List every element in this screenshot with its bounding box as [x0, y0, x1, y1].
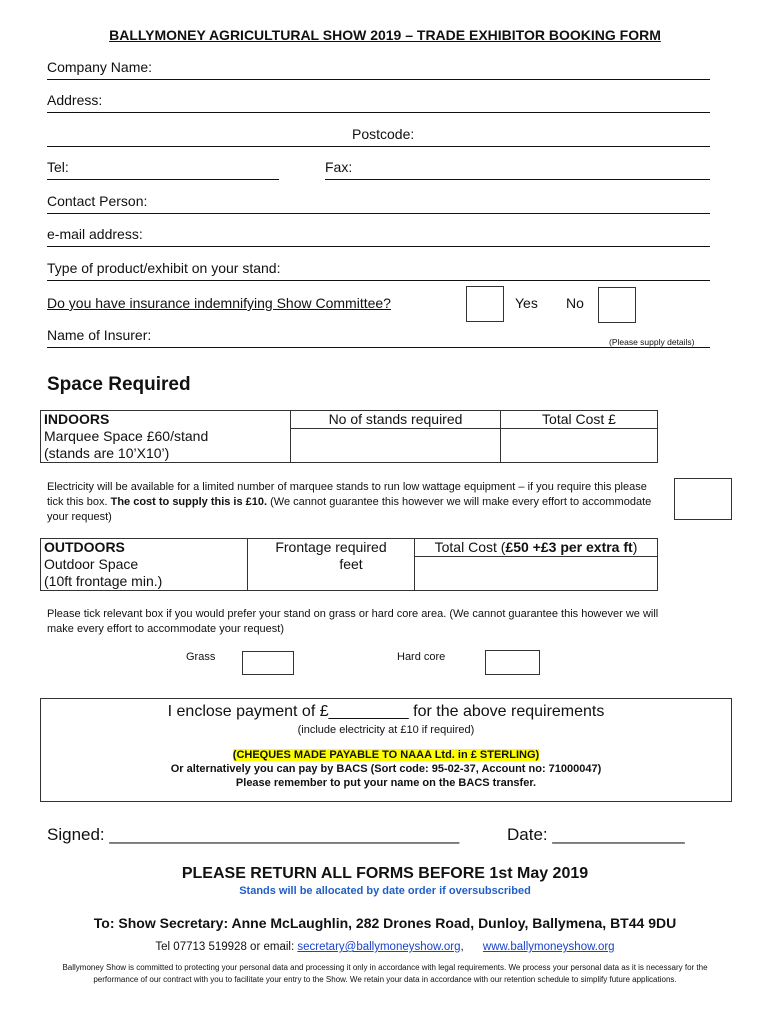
- tel-field[interactable]: [47, 157, 279, 180]
- electricity-text: Electricity will be available for a limited number of marquee stands to run low wattage equipment – if you require this please tick this box.: [47, 481, 647, 508]
- frontage-label: Frontage required: [275, 539, 387, 555]
- secretary-email-link[interactable]: secretary@ballymoneyshow.org: [297, 941, 461, 953]
- company-name-field[interactable]: [47, 57, 710, 80]
- surface-paragraph: Please tick relevant box if you would prefer your stand on grass or hard core area. (We cannot guarantee this however we will make every effort to accommodate your request): [47, 608, 659, 635]
- outdoors-total-cell[interactable]: [415, 539, 658, 591]
- outdoors-total-prefix: Total Cost (: [434, 539, 506, 555]
- secretary-address: To: Show Secretary: Anne McLaughlin, 282 Drones Road, Dunloy, Ballymena, BT44 9DU: [93, 915, 677, 931]
- electricity-checkbox[interactable]: [674, 478, 732, 520]
- indoors-header: INDOORS: [44, 411, 110, 427]
- grass-label: Grass: [186, 651, 216, 663]
- website-link[interactable]: www.ballymoneyshow.org: [482, 941, 615, 953]
- email-field[interactable]: [47, 224, 710, 247]
- contact-comma: ,: [460, 941, 464, 953]
- insurance-no-checkbox[interactable]: [598, 287, 636, 323]
- contact-person-label: Contact Person:: [47, 193, 148, 209]
- form-title: BALLYMONEY AGRICULTURAL SHOW 2019 – TRADE EXHIBITOR BOOKING FORM: [109, 27, 661, 43]
- signed-line[interactable]: Signed: _____________________________________: [47, 825, 460, 844]
- indoors-table: [40, 410, 658, 463]
- electricity-paragraph: [47, 480, 652, 525]
- date-line[interactable]: Date: ______________: [507, 825, 685, 844]
- fax-field[interactable]: [325, 157, 710, 180]
- address-field[interactable]: [47, 90, 710, 113]
- electricity-cost: The cost to supply this is £10.: [110, 496, 268, 508]
- indoors-total-label: Total Cost £: [542, 411, 616, 427]
- bacs-details: Or alternatively you can pay by BACS (Sort code: 95-02-37, Account no: 71000047): [170, 763, 602, 775]
- frontage-cell[interactable]: [248, 539, 415, 591]
- tel-email-label: Tel 07713 519928 or email:: [155, 941, 295, 953]
- indoors-line1: Marquee Space £60/stand: [44, 428, 209, 444]
- address-label: Address:: [47, 92, 103, 108]
- outdoors-total-suffix: ): [632, 539, 638, 555]
- outdoors-total-label: [418, 539, 654, 556]
- indoors-line2: (stands are 10’X10’): [44, 445, 170, 461]
- bacs-name-note: Please remember to put your name on the BACS transfer.: [235, 777, 537, 789]
- outdoors-table: [40, 538, 658, 591]
- feet-label: feet: [339, 556, 363, 572]
- stands-required-label: No of stands required: [328, 411, 463, 427]
- payment-box: [40, 698, 732, 802]
- insurer-label: Name of Insurer:: [47, 327, 152, 343]
- product-type-field[interactable]: [47, 258, 710, 281]
- space-required-heading: Space Required: [47, 374, 191, 395]
- return-heading: PLEASE RETURN ALL FORMS BEFORE 1st May 2019: [181, 865, 589, 882]
- allocation-note: Stands will be allocated by date order if oversubscribed: [239, 885, 531, 897]
- hard-core-checkbox[interactable]: [485, 650, 540, 675]
- insurance-question: Do you have insurance indemnifying Show Committee?: [47, 295, 391, 311]
- yes-label: Yes: [515, 295, 538, 311]
- contact-line: [0, 939, 770, 955]
- supply-details-note: (Please supply details): [609, 337, 695, 347]
- indoors-desc-cell: [41, 411, 291, 463]
- email-label: e-mail address:: [47, 226, 143, 242]
- product-type-label: Type of product/exhibit on your stand:: [47, 260, 281, 276]
- electricity-tail: (We cannot guarantee this however we will make every effort to accommodate your request): [47, 496, 652, 523]
- indoors-total-cell[interactable]: [501, 411, 658, 463]
- fax-label: Fax:: [325, 159, 353, 175]
- grass-checkbox[interactable]: [242, 651, 294, 675]
- no-label: No: [566, 295, 584, 311]
- privacy-notice: Ballymoney Show is committed to protecting your personal data and processing it only in accordance with legal requirements. We process your personal data as it is necessary for the performance of our contract with you to facilitate your entry to the Show. We retain your data in accordance with our retention schedule to simplify future applications.: [62, 963, 708, 984]
- contact-person-field[interactable]: [47, 191, 710, 214]
- outdoors-desc-cell: [41, 539, 248, 591]
- company-name-label: Company Name:: [47, 59, 153, 75]
- postcode-label: Postcode:: [352, 126, 415, 142]
- outdoors-header: OUTDOORS: [44, 539, 125, 555]
- enclose-payment: I enclose payment of £_________ for the above requirements: [167, 703, 605, 720]
- cheques-highlight: (CHEQUES MADE PAYABLE TO NAAA Ltd. in £ STERLING): [232, 749, 540, 761]
- cheques-note: [41, 748, 731, 762]
- stands-required-cell[interactable]: [291, 411, 501, 463]
- outdoors-line1: Outdoor Space: [44, 556, 139, 572]
- postcode-field[interactable]: [47, 124, 710, 147]
- tel-label: Tel:: [47, 159, 69, 175]
- outdoors-total-rate: £50 +£3 per extra ft: [505, 539, 633, 555]
- hard-core-label: Hard core: [397, 651, 446, 663]
- include-electricity-note: (include electricity at £10 if required): [297, 724, 475, 736]
- insurance-yes-checkbox[interactable]: [466, 286, 504, 322]
- outdoors-line2: (10ft frontage min.): [44, 573, 163, 589]
